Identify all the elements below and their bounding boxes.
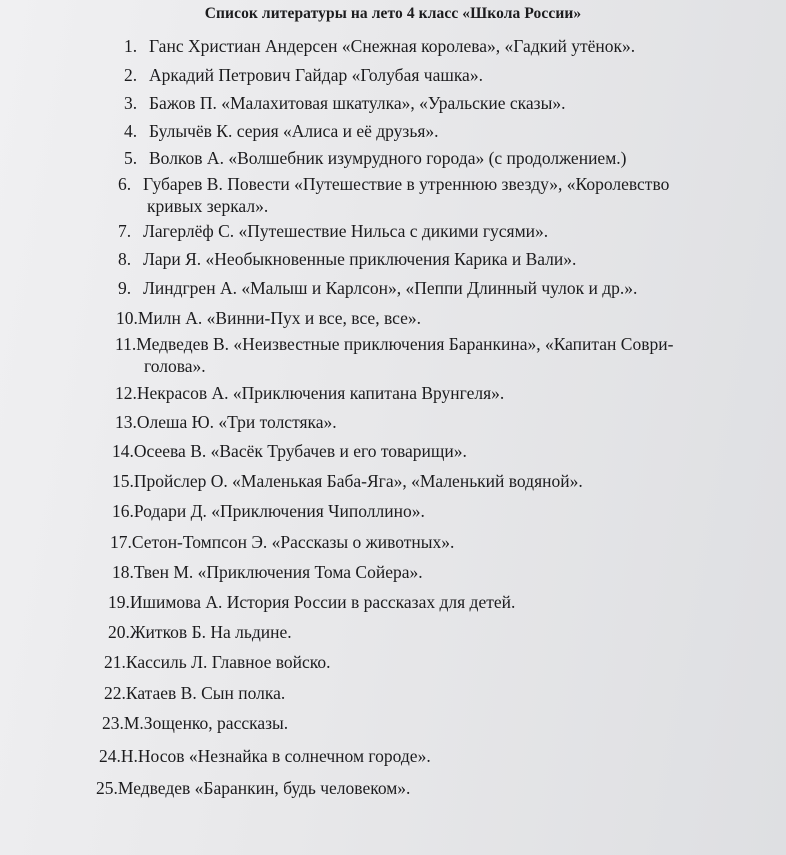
item-number: 22. bbox=[104, 683, 126, 703]
item-number: 20. bbox=[108, 622, 130, 642]
item-number: 24. bbox=[99, 746, 121, 766]
item-number: 12. bbox=[115, 383, 137, 403]
item-number: 18. bbox=[112, 562, 134, 582]
item-text: Губарев В. Повести «Путешествие в утреннюю звезду», «Королевство bbox=[143, 174, 670, 194]
item-number: 21. bbox=[104, 652, 126, 672]
item-number: 8. bbox=[118, 249, 132, 269]
item-number: 14. bbox=[112, 441, 134, 461]
item-text: Пройслер О. «Маленькая Баба-Яга», «Маленький водяной». bbox=[133, 471, 583, 491]
item-text-continuation: голова». bbox=[144, 356, 206, 376]
item-text-continuation: кривых зеркал». bbox=[147, 196, 269, 216]
item-number: 25. bbox=[96, 778, 118, 798]
item-number: 16. bbox=[112, 501, 134, 521]
list-item bbox=[118, 220, 548, 242]
item-text: Олеша Ю. «Три толстяка». bbox=[136, 412, 337, 432]
item-text: Бажов П. «Малахитовая шкатулка», «Уральские сказы». bbox=[149, 93, 566, 113]
list-item bbox=[115, 333, 673, 377]
page-title: Список литературы на лето 4 класс «Школа России» bbox=[204, 5, 582, 22]
list-item bbox=[118, 173, 669, 217]
list-item bbox=[112, 500, 425, 522]
item-text: Кассиль Л. Главное войско. bbox=[125, 652, 331, 672]
item-number: 17. bbox=[110, 532, 132, 552]
item-number: 11. bbox=[115, 334, 137, 354]
item-text: Н.Носов «Незнайка в солнечном городе». bbox=[120, 746, 431, 766]
item-text: Волков А. «Волшебник изумрудного города» (с продолжением.) bbox=[149, 148, 627, 168]
item-number: 3. bbox=[124, 93, 138, 113]
item-number: 9. bbox=[118, 278, 132, 298]
list-item bbox=[112, 440, 467, 462]
item-number: 19. bbox=[108, 592, 130, 612]
item-text: Медведев «Баранкин, будь человеком». bbox=[117, 778, 411, 798]
item-number: 13. bbox=[115, 412, 137, 432]
list-item bbox=[104, 682, 285, 704]
item-text: Осеева В. «Васёк Трубачев и его товарищи». bbox=[133, 441, 467, 461]
item-text: Лари Я. «Необыкновенные приключения Карика и Вали». bbox=[143, 249, 577, 269]
item-text: Лагерлёф С. «Путешествие Нильса с дикими гусями». bbox=[143, 221, 549, 241]
list-item bbox=[96, 777, 410, 799]
item-text: Аркадий Петрович Гайдар «Голубая чашка». bbox=[149, 65, 483, 85]
list-item bbox=[99, 745, 431, 767]
item-number: 10. bbox=[116, 308, 138, 328]
list-item bbox=[116, 307, 421, 329]
list-item bbox=[110, 531, 454, 553]
item-text: Катаев В. Сын полка. bbox=[125, 683, 286, 703]
item-text: Булычёв К. серия «Алиса и её друзья». bbox=[149, 121, 439, 141]
list-item bbox=[124, 147, 626, 169]
item-text: Некрасов А. «Приключения капитана Врунгеля». bbox=[136, 383, 505, 403]
list-item bbox=[124, 92, 565, 114]
list-item bbox=[118, 277, 637, 299]
list-item bbox=[115, 411, 337, 433]
item-text: Житков Б. На льдине. bbox=[129, 622, 292, 642]
item-number: 23. bbox=[102, 713, 124, 733]
item-text: Линдгрен А. «Малыш и Карлсон», «Пеппи Длинный чулок и др.». bbox=[143, 278, 638, 298]
item-number: 6. bbox=[118, 174, 132, 194]
item-text: Сетон-Томпсон Э. «Рассказы о животных». bbox=[131, 532, 455, 552]
list-item bbox=[104, 651, 331, 673]
item-text: Родари Д. «Приключения Чиполлино». bbox=[133, 501, 425, 521]
list-item bbox=[124, 64, 483, 86]
item-text: Милн А. «Винни-Пух и все, все, все». bbox=[137, 308, 421, 328]
item-text: М.Зощенко, рассказы. bbox=[123, 713, 289, 733]
list-item bbox=[118, 248, 576, 270]
list-item bbox=[115, 382, 504, 404]
item-number: 4. bbox=[124, 121, 138, 141]
list-item bbox=[112, 561, 423, 583]
item-text: Медведев В. «Неизвестные приключения Баранкина», «Капитан Соври- bbox=[136, 334, 674, 354]
item-number: 5. bbox=[124, 148, 138, 168]
list-item bbox=[112, 470, 583, 492]
item-number: 7. bbox=[118, 221, 132, 241]
list-item bbox=[102, 712, 288, 734]
item-text: Твен М. «Приключения Тома Сойера». bbox=[133, 562, 423, 582]
item-text: Ганс Христиан Андерсен «Снежная королева», «Гадкий утёнок». bbox=[149, 36, 636, 56]
list-item bbox=[124, 120, 439, 142]
list-item bbox=[124, 35, 635, 57]
list-item bbox=[108, 621, 292, 643]
list-item bbox=[108, 591, 515, 613]
item-number: 2. bbox=[124, 65, 138, 85]
item-text: Ишимова А. История России в рассказах для детей. bbox=[129, 592, 516, 612]
item-number: 1. bbox=[124, 36, 138, 56]
item-number: 15. bbox=[112, 471, 134, 491]
